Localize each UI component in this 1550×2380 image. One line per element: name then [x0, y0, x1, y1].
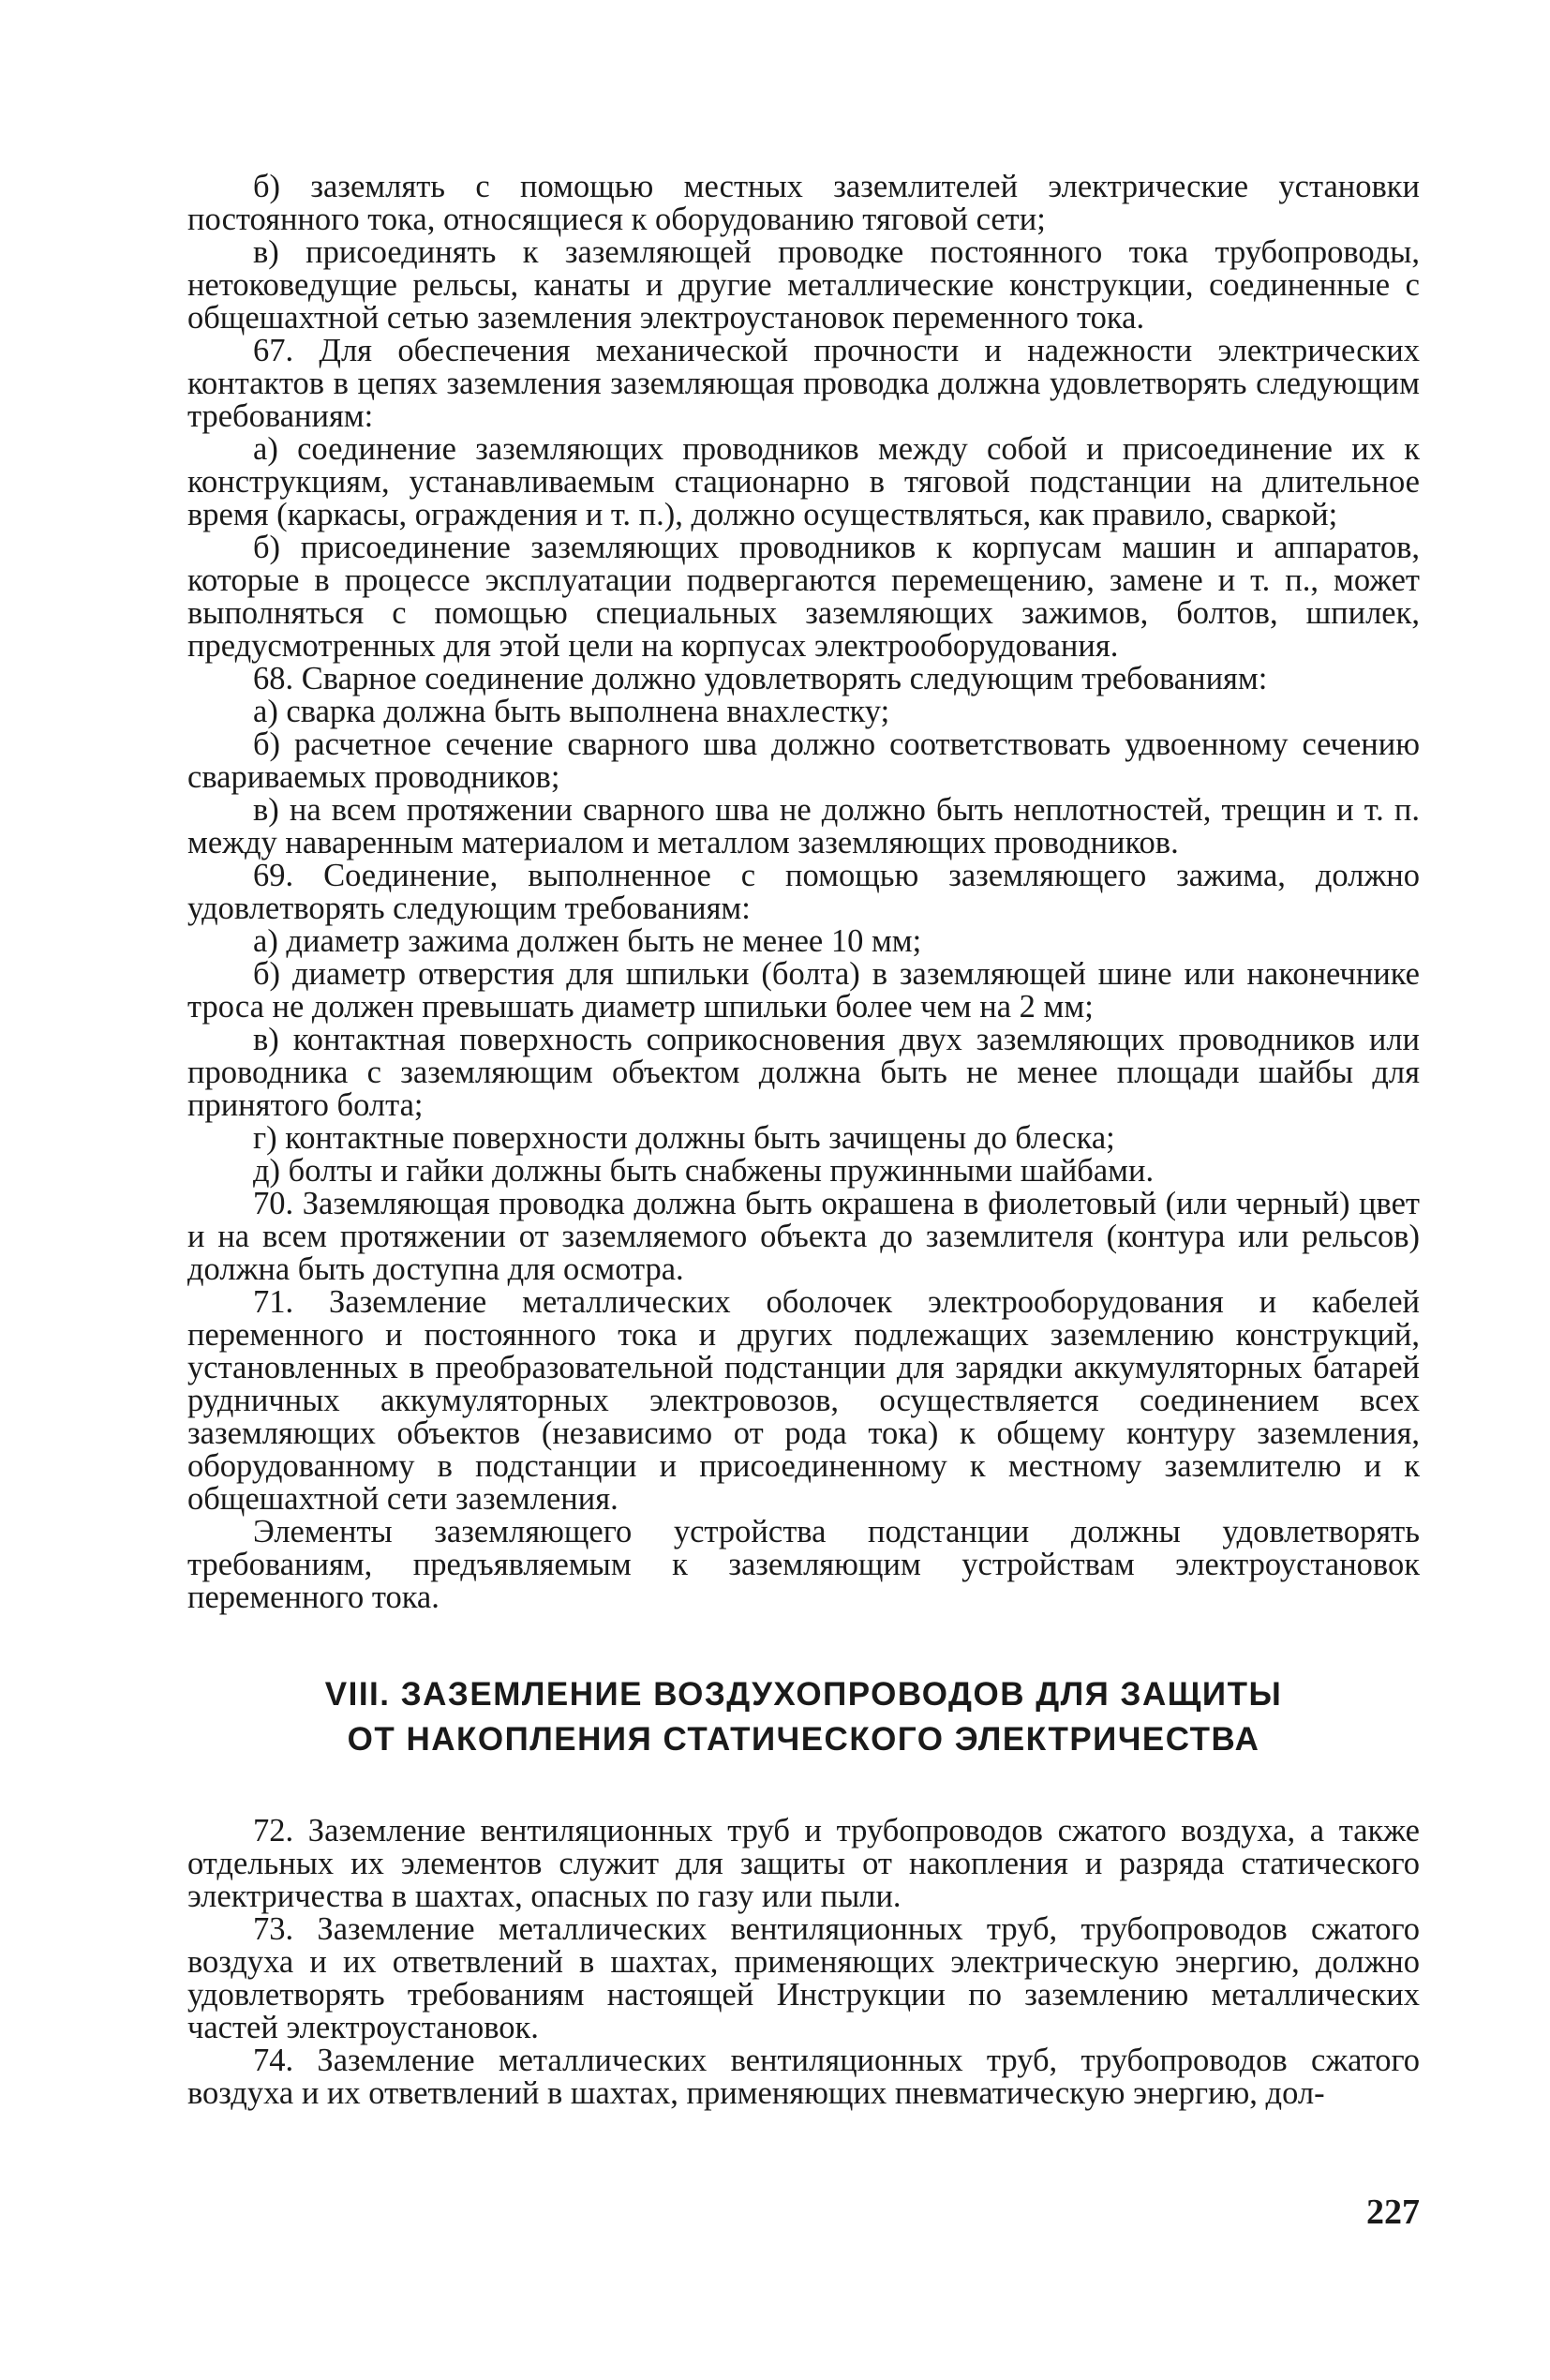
paragraph-68-item-b: б) расчетное сечение сварного шва должно соответствовать удвоенному сечению свариваемых проводников; [187, 726, 1420, 795]
paragraph-67-item-b: б) присоединение заземляющих проводников к корпусам машин и аппаратов, которые в процессе эксплуатации подвергаются перемещению, замене и т. п., может выполняться с помощью специальных заземляющих зажимов, болтов, шпилек, предусмотренных для этой цели на корпусах электрооборудования. [187, 530, 1420, 664]
paragraph-69: 69. Соединение, выполненное с помощью заземляющего зажима, должно удовлетворять следующим требованиям: [187, 858, 1420, 926]
text-block-bottom [187, 1815, 1420, 2110]
paragraph-68-item-a: а) сварка должна быть выполнена внахлестку; [253, 694, 890, 729]
paragraph-item-b-grounding-local: б) заземлять с помощью местных заземлителей электрические установки постоянного тока, относящиеся к оборудованию тяговой сети; [187, 169, 1420, 237]
text-block-top [187, 171, 1420, 1614]
section-heading-line-2: ОТ НАКОПЛЕНИЯ СТАТИЧЕСКОГО ЭЛЕКТРИЧЕСТВА [347, 1721, 1260, 1758]
paragraph-71-substation-elements: Элементы заземляющего устройства подстанции должны удовлетворять требованиям, предъявляемым к заземляющим устройствам электроустановок переменного тока. [187, 1514, 1420, 1615]
paragraph-item-v-connect-pipelines: в) присоединять к заземляющей проводке постоянного тока трубопроводы, нетоковедущие рельсы, канаты и другие металлические конструкции, соединенные с общешахтной сетью заземления электроустановок переменного тока. [187, 234, 1420, 336]
paragraph-68-item-v: в) на всем протяжении сварного шва не должно быть неплотностей, трещин и т. п. между наваренным материалом и металлом заземляющих проводников. [187, 792, 1420, 861]
paragraph-68: 68. Сварное соединение должно удовлетворять следующим требованиям: [253, 661, 1268, 696]
paragraph-69-item-d: д) болты и гайки должны быть снабжены пружинными шайбами. [253, 1153, 1155, 1189]
page-number: 227 [1366, 2193, 1420, 2232]
section-heading-line-1: VIII. ЗАЗЕМЛЕНИЕ ВОЗДУХОПРОВОДОВ ДЛЯ ЗАЩИТЫ [324, 1676, 1283, 1713]
section-heading [187, 1672, 1420, 1762]
paragraph-71: 71. Заземление металлических оболочек электрооборудования и кабелей переменного и постоянного тока и других подлежащих заземлению конструкций, установленных в преобразовательной подстанции для зарядки аккумуляторных батарей рудничных аккумуляторных электровозов, осуществляется соединением всех заземляющих объектов (независимо от рода тока) к общему контуру заземления, оборудованному в подстанции и присоединенному к местному заземлителю и к общешахтной сети заземления. [187, 1284, 1420, 1517]
paragraph-73: 73. Заземление металлических вентиляционных труб, трубопроводов сжатого воздуха и их ответвлений в шахтах, применяющих электрическую энергию, должно удовлетворять требованиям настоящей Инструкции по заземлению металлических частей электроустановок. [187, 1911, 1420, 2045]
paragraph-70: 70. Заземляющая проводка должна быть окрашена в фиолетовый (или черный) цвет и на всем протяжении от заземляемого объекта до заземлителя (контура или рельсов) должна быть доступна для осмотра. [187, 1186, 1420, 1287]
paragraph-69-item-g: г) контактные поверхности должны быть зачищены до блеска; [253, 1120, 1115, 1156]
paragraph-74: 74. Заземление металлических вентиляционных труб, трубопроводов сжатого воздуха и их ответвлений в шахтах, применяющих пневматическую энергию, дол- [187, 2043, 1420, 2111]
paragraph-72: 72. Заземление вентиляционных труб и трубопроводов сжатого воздуха, а также отдельных их элементов служит для защиты от накопления и разряда статического электричества в шахтах, опасных по газу или пыли. [187, 1813, 1420, 1914]
paragraph-69-item-v: в) контактная поверхность соприкосновения двух заземляющих проводников или проводника с заземляющим объектом должна быть не менее площади шайбы для принятого болта; [187, 1022, 1420, 1123]
paragraph-67: 67. Для обеспечения механической прочности и надежности электрических контактов в цепях заземления заземляющая проводка должна удовлетворять следующим требованиям: [187, 333, 1420, 434]
paragraph-69-item-a: а) диаметр зажима должен быть не менее 10 мм; [253, 923, 922, 959]
paragraph-67-item-a: а) соединение заземляющих проводников между собой и присоединение их к конструкциям, устанавливаемым стационарно в тяговой подстанции на длительное время (каркасы, ограждения и т. п.), должно осуществляться, как правило, сваркой; [187, 431, 1420, 532]
document-page [187, 171, 1420, 2110]
paragraph-69-item-b: б) диаметр отверстия для шпильки (болта) в заземляющей шине или наконечнике троса не должен превышать диаметр шпильки более чем на 2 мм; [187, 956, 1420, 1025]
